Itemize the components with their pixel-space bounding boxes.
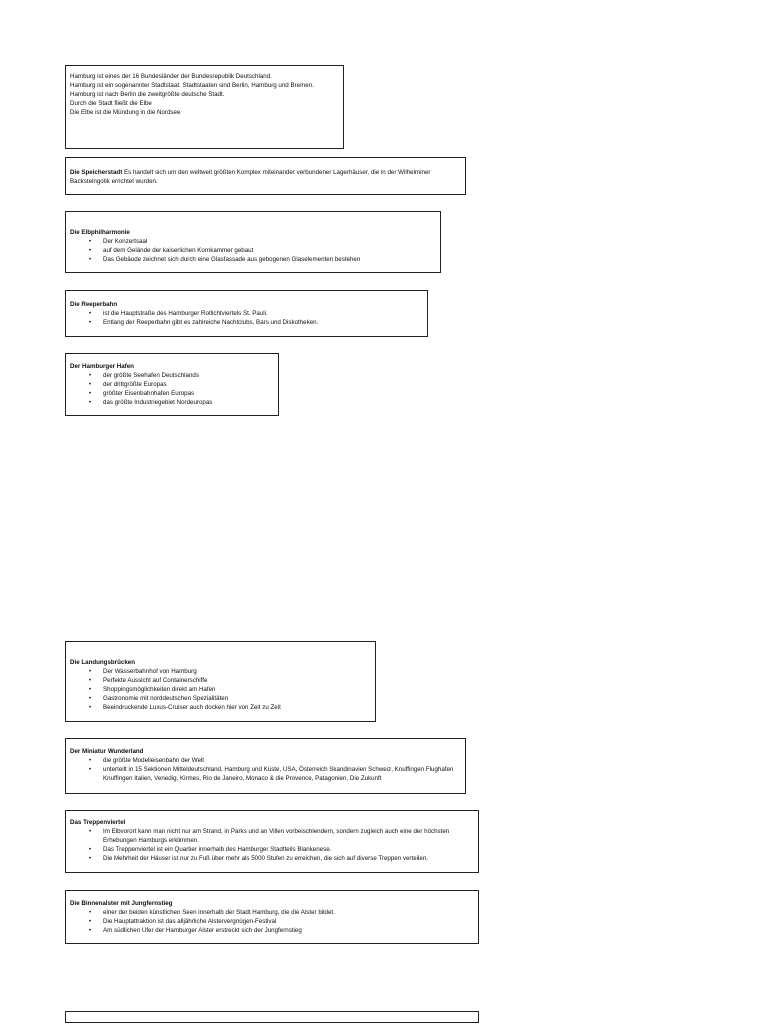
list-item: • Der Konzertsaal bbox=[103, 237, 436, 246]
intro-box bbox=[65, 65, 344, 149]
landungsbruecken-box bbox=[65, 641, 376, 722]
landungsbruecken-title: Die Landungsbrücken bbox=[70, 659, 135, 666]
hafen-title: Der Hamburger Hafen bbox=[70, 363, 134, 370]
landungsbruecken-list bbox=[70, 667, 371, 712]
miniatur-title: Der Miniatur Wunderland bbox=[70, 748, 144, 755]
list-item: • Beeindruckende Luxus-Cruiser auch docken hier von Zeit zu Zeit bbox=[103, 703, 371, 712]
reeperbahn-list bbox=[70, 309, 423, 327]
miniatur-list bbox=[70, 756, 461, 783]
list-item: • ist die Hauptstraße des Hamburger Rotlichtviertels St. Pauli. bbox=[103, 309, 423, 318]
hafen-list bbox=[70, 371, 274, 407]
elbphilharmonie-list bbox=[70, 237, 436, 264]
speicherstadt-title: Die Speicherstadt bbox=[70, 169, 123, 176]
list-item: • Das Gebäude zeichnet sich durch eine Glasfassade aus gebogenen Glaselementen bestehen bbox=[103, 255, 436, 264]
binnenalster-title: Die Binnenalster mit Jungfernstieg bbox=[70, 900, 173, 907]
list-item: • der größte Seehafen Deutschlands bbox=[103, 371, 274, 380]
treppenviertel-list bbox=[70, 827, 474, 863]
list-item: • einer der beiden künstlichen Seen innerhalb der Stadt Hamburg, die die Alster bildet. bbox=[103, 908, 474, 917]
reeperbahn-box bbox=[65, 290, 428, 337]
list-item: • der drittgrößte Europas bbox=[103, 380, 274, 389]
intro-line: Hamburg ist nach Berlin die zweitgrößte deutsche Stadt. bbox=[70, 91, 225, 98]
intro-line: Die Elbe ist die Mündung in die Nordsee bbox=[70, 109, 181, 116]
binnenalster-list bbox=[70, 908, 474, 935]
hafen-box bbox=[65, 353, 279, 416]
list-item: • das größte Industriegebiet Nordeuropas bbox=[103, 398, 274, 407]
treppenviertel-box bbox=[65, 810, 479, 873]
list-item: • Shoppingsmöglichkeiten direkt am Hafen bbox=[103, 685, 371, 694]
reeperbahn-title: Die Reeperbahn bbox=[70, 301, 118, 308]
miniatur-box bbox=[65, 738, 466, 794]
intro-line: Hamburg ist eines der 16 Bundesländer der Bundesrepublik Deutschland. bbox=[70, 73, 272, 80]
list-item: • Entlang der Reeperbahn gibt es zahlreiche Nachtclubs, Bars und Diskotheken. bbox=[103, 318, 423, 327]
list-item: • Das Treppenviertel ist ein Quartier innerhalb des Hamburger Stadtteils Blankenese. bbox=[103, 845, 474, 854]
intro-line: Hamburg ist ein sogenannter Stadtstaat. Stadtstaaten sind Berlin, Hamburg und Bremen. bbox=[70, 82, 314, 89]
list-item: • größter Eisenbahnhafen Europas bbox=[103, 389, 274, 398]
speicherstadt-text: Es handelt sich um den weltweit größten Komplex miteinander verbundener Lagerhäuser, die in der Wilhelminer Backsteingotik errichtet wurden. bbox=[70, 169, 431, 185]
list-item: • die größte Modelleisenbahn der Welt bbox=[103, 756, 461, 765]
list-item: • Die Hauptattraktion ist das alljährliche Alstervergnügen-Festival bbox=[103, 917, 474, 926]
list-item: • Der Wasserbahnhof von Hamburg bbox=[103, 667, 371, 676]
intro-line: Durch die Stadt fließt die Elbe bbox=[70, 100, 152, 107]
speicherstadt-box bbox=[65, 157, 466, 195]
treppenviertel-title: Das Treppenviertel bbox=[70, 819, 126, 826]
list-item: • Im Elbvorort kann man nicht nur am Strand, in Parks und an Villen vorbeischlendern, sondern zugleich auch eine der höchsten Erhebungen Hamburgs erklimmen. bbox=[103, 827, 474, 845]
list-item: • Gastronomie mit norddeutschen Spezialitäten bbox=[103, 694, 371, 703]
list-item: • auf dem Gelände der kaiserlichen Kornkammer gebaut bbox=[103, 246, 436, 255]
binnenalster-box bbox=[65, 890, 479, 944]
elbphilharmonie-title: Die Elbphilharmonie bbox=[70, 229, 130, 236]
list-item: • unterteilt in 15 Sektionen Mitteldeutschland, Hamburg und Küste, USA, Österreich Skandinavien Schweiz, Knuffingen Flughafen Knuffingen Italien, Venedig, Kirmes, Rio de Janeiro, Monaco & die Provence, Patagonien, Die Zukunft bbox=[103, 765, 461, 783]
list-item: • Perfekte Aussicht auf Containerschiffe bbox=[103, 676, 371, 685]
list-item: • Am südlichen Ufer der Hamburger Alster erstreckt sich der Jungfernstieg bbox=[103, 926, 474, 935]
elbphilharmonie-box bbox=[65, 211, 441, 273]
speicherstadt-paragraph bbox=[70, 168, 461, 186]
list-item: • Die Mehrheit der Häuser ist nur zu Fuß über mehr als 5000 Stufen zu erreichen, die sich auf diverse Treppen verteilen. bbox=[103, 854, 474, 863]
empty-box bbox=[65, 1011, 479, 1023]
